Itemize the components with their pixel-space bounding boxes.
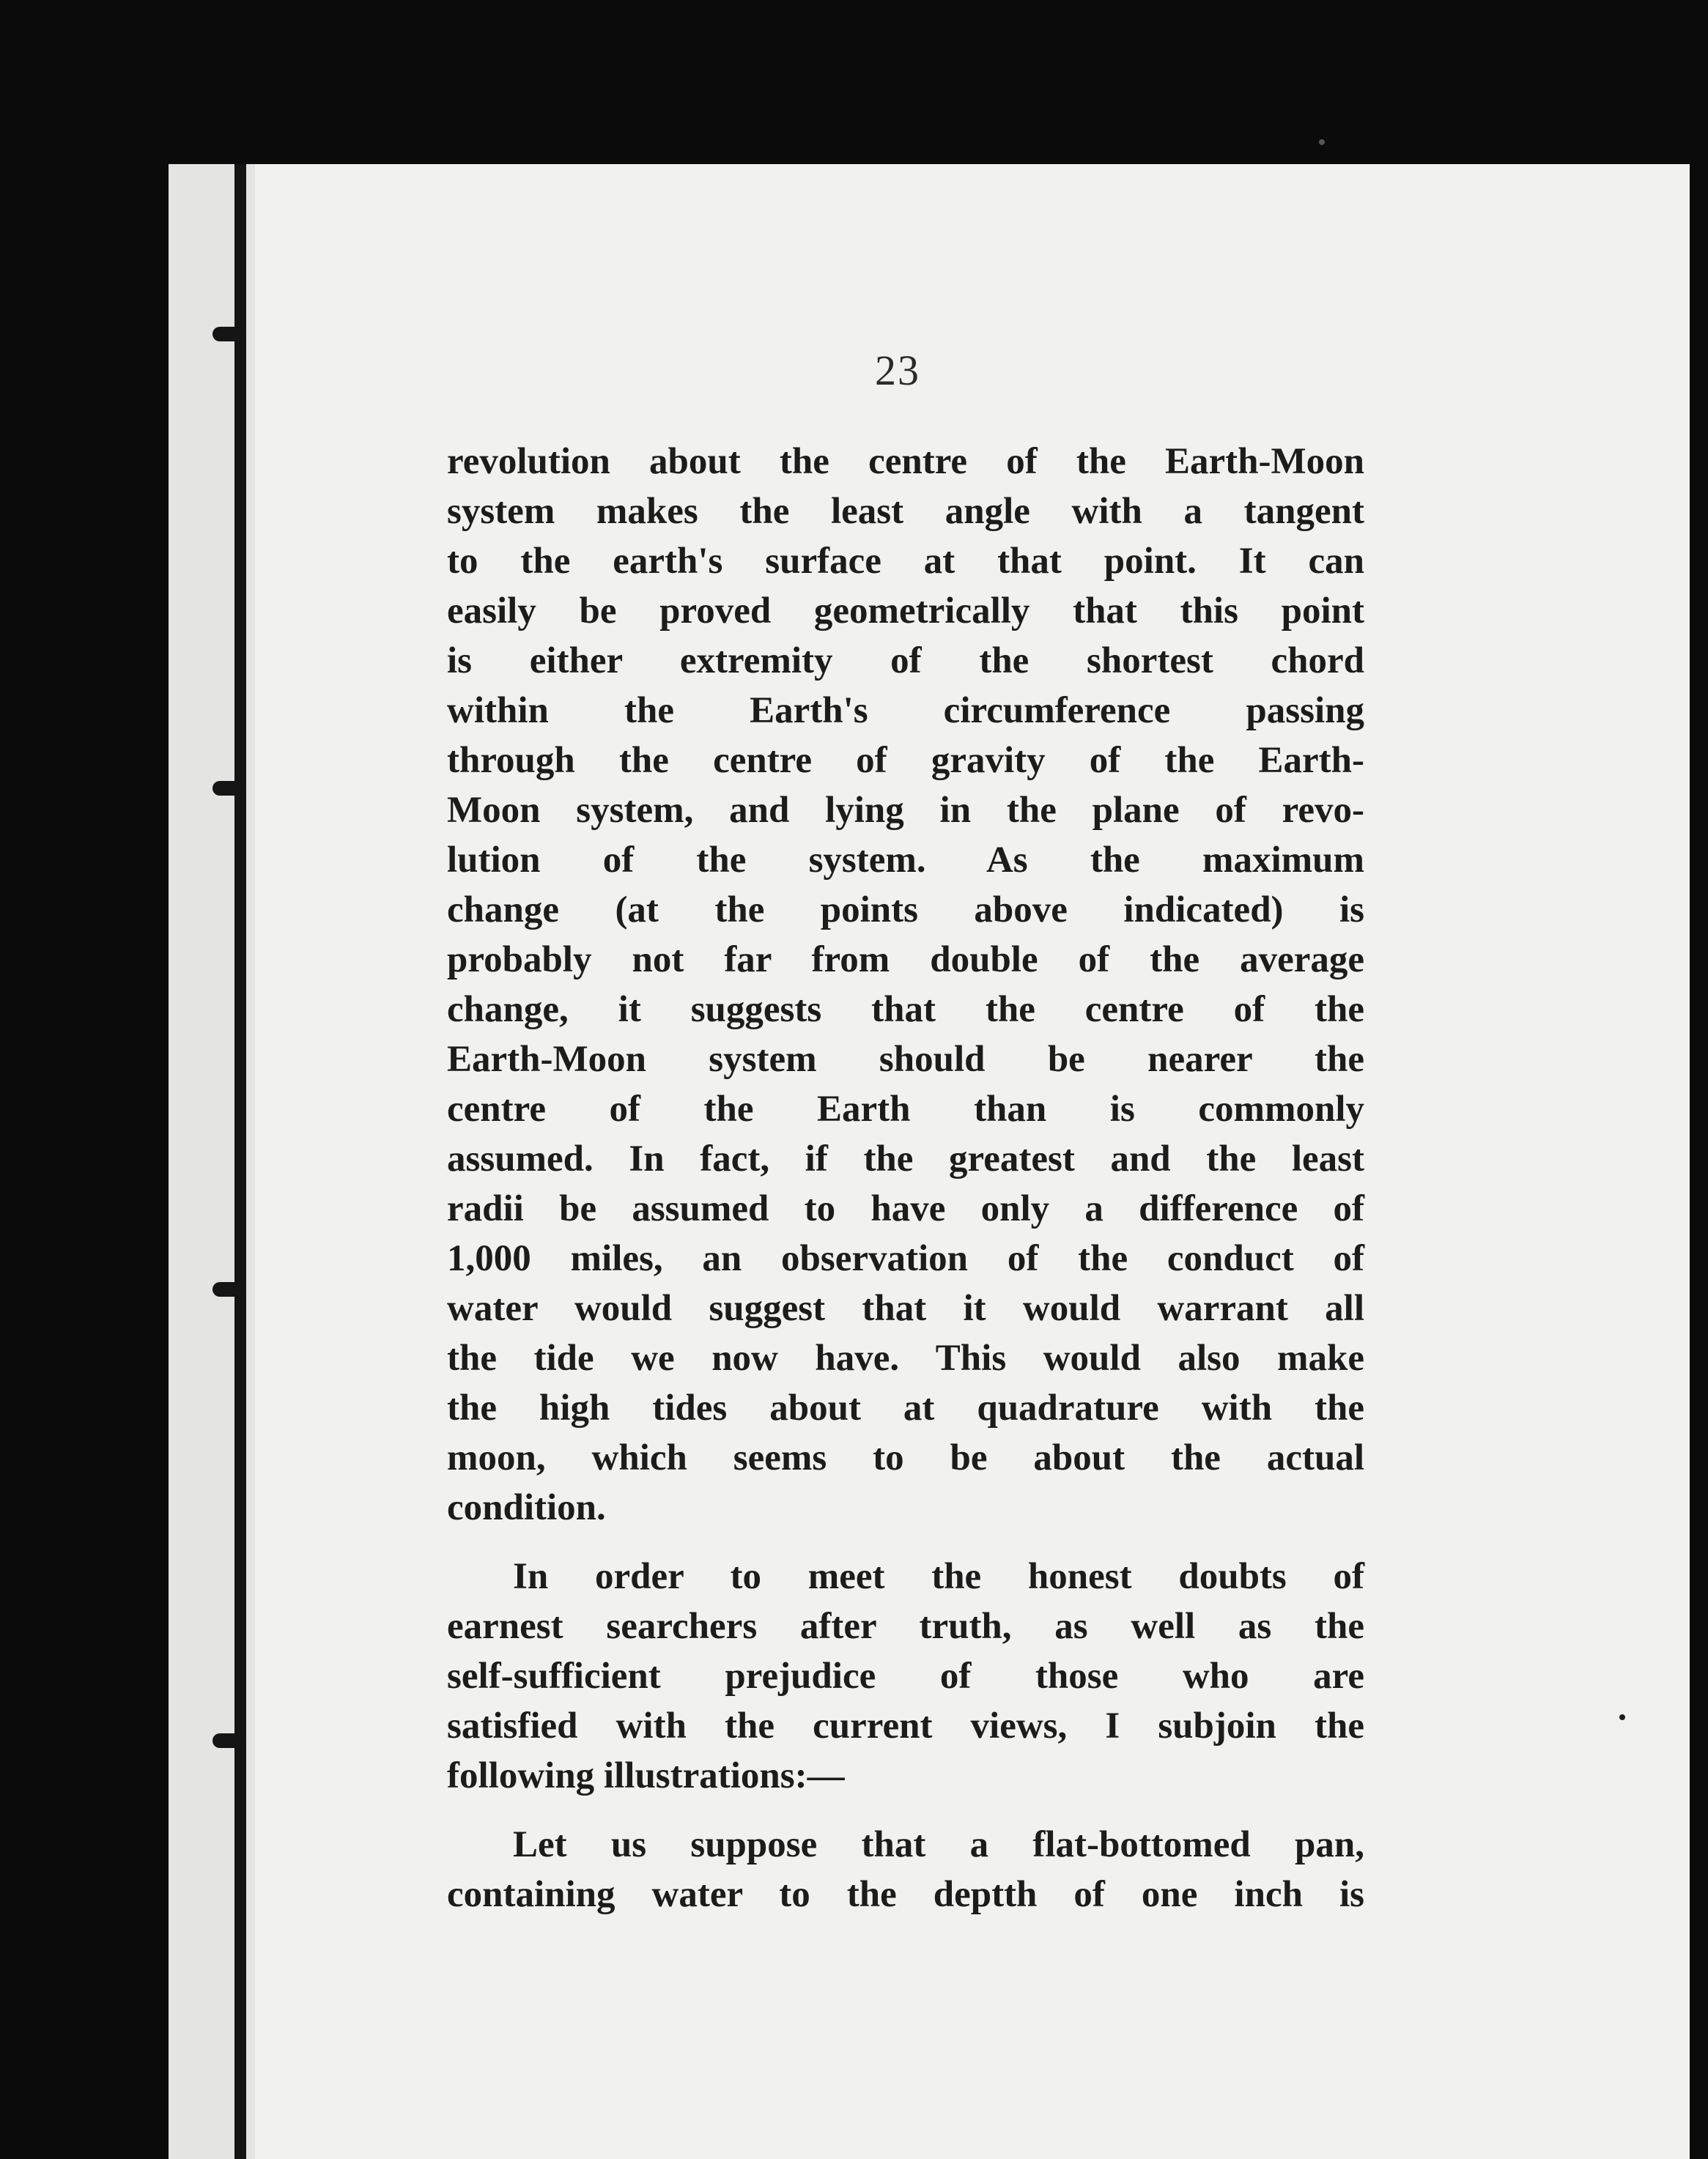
binding-stitch: [212, 1733, 243, 1748]
text-line: condition.: [447, 1487, 606, 1528]
dust-speck: [1619, 1714, 1625, 1720]
text-line: Let us suppose that a flat-bottomed pan,: [513, 1824, 1364, 1865]
text-line: through the centre of gravity of the Earth-: [447, 740, 1364, 781]
text-line: centre of the Earth than is commonly: [447, 1089, 1364, 1130]
text-line: within the Earth's circumference passing: [447, 690, 1364, 731]
binding-stitch: [212, 781, 243, 796]
text-line: probably not far from double of the average: [447, 939, 1364, 980]
paragraph: [447, 437, 1364, 1533]
text-line: change, it suggests that the centre of the: [447, 989, 1364, 1030]
text-line: satisfied with the current views, I subjoin the: [447, 1706, 1364, 1747]
text-line: lution of the system. As the maximum: [447, 840, 1364, 881]
text-line: easily be proved geometrically that this point: [447, 590, 1364, 632]
text-line: self-sufficient prejudice of those who are: [447, 1656, 1364, 1697]
text-line: system makes the least angle with a tangent: [447, 491, 1364, 532]
scan-border-right: [1690, 164, 1708, 2159]
text-line: is either extremity of the shortest chord: [447, 640, 1364, 681]
text-line: 1,000 miles, an observation of the conduct of: [447, 1238, 1364, 1279]
binding-stitch: [212, 327, 243, 341]
text-line: radii be assumed to have only a difference of: [447, 1188, 1364, 1229]
text-line: following illustrations:—: [447, 1755, 845, 1796]
text-line: In order to meet the honest doubts of: [513, 1556, 1364, 1597]
text-line: to the earth's surface at that point. It can: [447, 541, 1364, 582]
text-line: water would suggest that it would warrant all: [447, 1288, 1364, 1329]
binding-stitch: [212, 1282, 243, 1297]
text-line: the tide we now have. This would also make: [447, 1338, 1364, 1379]
text-line: Earth-Moon system should be nearer the: [447, 1039, 1364, 1080]
text-line: moon, which seems to be about the actual: [447, 1437, 1364, 1478]
text-line: earnest searchers after truth, as well as the: [447, 1606, 1364, 1647]
text-line: change (at the points above indicated) is: [447, 889, 1364, 930]
text-line: assumed. In fact, if the greatest and the least: [447, 1138, 1364, 1180]
dust-speck: [1319, 139, 1325, 145]
text-line: the high tides about at quadrature with the: [447, 1388, 1364, 1429]
text-line: containing water to the deptth of one inch is: [447, 1874, 1364, 1915]
body-text: [447, 437, 1364, 1938]
page-number: 23: [875, 347, 920, 394]
text-line: Moon system, and lying in the plane of revo-: [447, 790, 1364, 831]
paragraph: [447, 1820, 1364, 1919]
text-line: revolution about the centre of the Earth-Moon: [447, 441, 1364, 482]
paragraph: [447, 1552, 1364, 1801]
binding-gutter: [234, 164, 246, 2159]
